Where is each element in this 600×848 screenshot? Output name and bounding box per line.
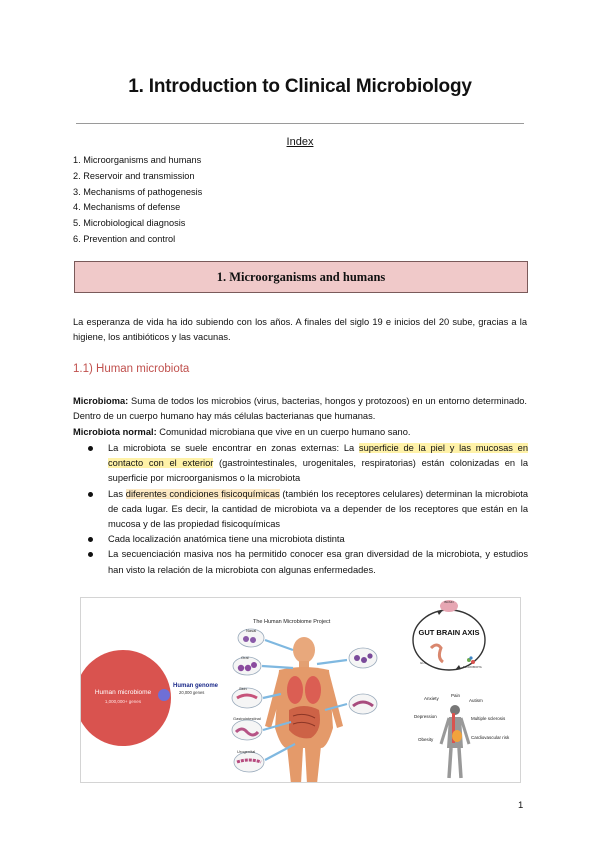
- page-number: 1: [518, 800, 524, 811]
- index-item: 1. Microorganisms and humans: [73, 155, 202, 165]
- index-item: 3. Mechanisms of pathogenesis: [73, 186, 203, 197]
- microbioma-term: Microbioma:: [73, 396, 129, 406]
- brain-label: BRAIN: [444, 600, 454, 604]
- intro-paragraph: La esperanza de vida ha ido subiendo con los años. A finales del siglo 19 e inicios del 20 sube, gracias a la higiene, los antibióticos y las vacunas.: [73, 317, 527, 343]
- subsection-heading: 1.1) Human microbiota: [73, 363, 190, 375]
- site-bubble: [232, 716, 262, 740]
- human-genome-genes: 20,000 genes: [179, 690, 205, 695]
- site-bubble: [234, 749, 264, 772]
- index-item: 4. Mechanisms of defense: [73, 202, 181, 213]
- bullet-text: Cada localización anatómica tiene una microbiota distinta: [108, 534, 345, 545]
- site-bubble: [232, 686, 262, 708]
- gut-label: GUT: [420, 661, 427, 665]
- document-title: 1. Introduction to Clinical Microbiology: [128, 76, 472, 97]
- site-bubble: [349, 694, 377, 714]
- bullet-dot-icon: [88, 552, 93, 557]
- bullet-text: La secuenciación masiva nos ha permitido conocer esa gran diversidad de la microbiota, y estudios han visto la relación de la microbiota con algunas enfermedades.: [108, 549, 528, 575]
- highlighted-text: superficie de la piel y las mucosas en contacto con el exterior: [108, 443, 528, 469]
- microbiota-label: MICROBIOTA: [463, 665, 482, 669]
- microbioma-definition: Suma de todos los microbios (virus, bacterias, hongos y protozoos) en un entorno determinado. Dentro de un cuerpo humano hay más células bacterianas que humanas.: [73, 396, 527, 422]
- conditions-figure: [414, 693, 510, 778]
- bullet-text: (también los receptores celulares) determinan la microbiota de cada lugar. Es decir, la cantidad de microbiota va a depender de los receptores que están en la mucosa y de las propiedad fisicoquímicas: [108, 488, 529, 530]
- microbiome-illustration: [81, 598, 521, 783]
- human-body-illustration: [265, 637, 343, 783]
- site-bubble: [349, 648, 377, 668]
- bullet-item: [88, 547, 528, 577]
- bullet-text: La microbiota se suele encontrar en zonas externas: La: [108, 443, 359, 453]
- highlighted-text: diferentes condiciones fisicoquímicas: [125, 488, 280, 499]
- definitions-paragraph: [73, 394, 527, 440]
- human-microbiome-label: Human microbiome: [94, 689, 152, 696]
- gut-brain-axis-diagram: [413, 600, 485, 670]
- project-title: The Human Microbiome Project: [253, 619, 331, 625]
- condition-label: Multiple sclerosis: [471, 716, 506, 721]
- bullet-dot-icon: [88, 537, 93, 542]
- bullet-text: (gastrointestinales, urogenitales, respiratorias) están colonizadas en la superficie por microorganismos o la microbiota: [108, 458, 529, 484]
- human-genome-label: Human genome: [173, 683, 219, 689]
- bullet-text: Las: [108, 488, 126, 499]
- index-item: 6. Prevention and control: [73, 233, 176, 244]
- index-item: 5. Microbiological diagnosis: [73, 218, 186, 229]
- index-list: [73, 153, 202, 248]
- condition-label: Cardiovascular risk: [471, 735, 510, 740]
- bullet-item: [88, 487, 528, 533]
- condition-label: Pain: [451, 693, 461, 698]
- site-label: Oral: [241, 655, 249, 660]
- bullet-dot-icon: [88, 492, 93, 497]
- human-genome-circle: [158, 689, 170, 701]
- site-label: Urogenital: [237, 749, 256, 754]
- site-label: Nasal: [246, 628, 257, 633]
- index-item: 2. Reservoir and transmission: [73, 170, 195, 181]
- site-label: Skin: [239, 686, 247, 691]
- human-microbiome-circle: [81, 650, 171, 746]
- bullet-item: [88, 441, 528, 487]
- gut-brain-axis-title: GUT BRAIN AXIS: [418, 628, 480, 637]
- title-divider: [76, 123, 524, 124]
- bullet-list: [88, 441, 528, 578]
- microbiome-figure: [80, 597, 521, 783]
- section-heading-box: [74, 261, 528, 293]
- microbiota-term: Microbiota normal:: [73, 426, 157, 437]
- bullet-item: [88, 532, 528, 547]
- condition-label: Obesity: [418, 737, 434, 742]
- bullet-dot-icon: [88, 446, 93, 451]
- index-heading: Index: [286, 136, 314, 148]
- site-bubble: [238, 628, 264, 647]
- condition-label: Autism: [469, 698, 483, 703]
- condition-label: Depression: [414, 714, 437, 719]
- microbiota-definition: Comunidad microbiana que vive en un cuerpo humano sano.: [156, 426, 411, 437]
- section-heading: 1. Microorganisms and humans: [216, 269, 386, 284]
- site-bubble: [233, 655, 261, 675]
- condition-label: Anxiety: [424, 696, 439, 701]
- human-microbiome-genes: 1,000,000+ genes: [104, 699, 142, 704]
- site-label: Gastrointestinal: [233, 716, 261, 721]
